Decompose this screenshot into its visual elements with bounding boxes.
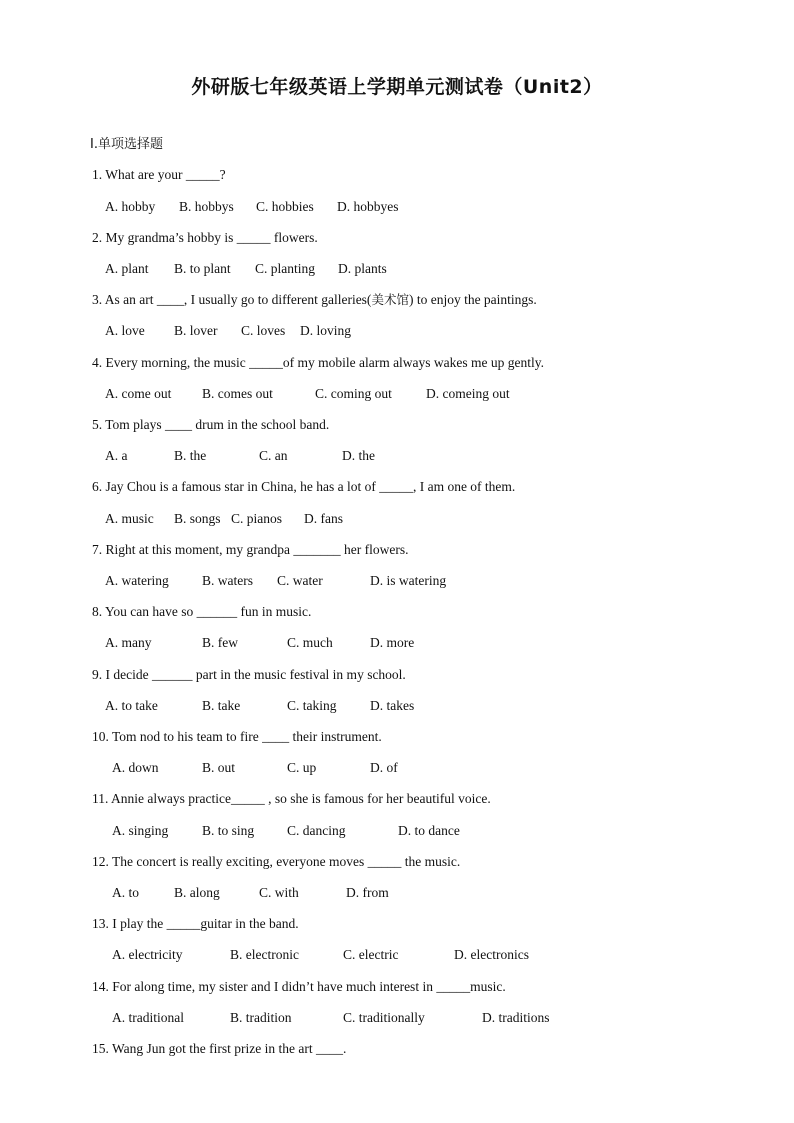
question-15: 15. Wang Jun got the first prize in the art ____. — [92, 1041, 347, 1056]
option-a: A. hobby — [105, 199, 156, 214]
option-d: D. the — [342, 448, 375, 463]
question-9: 9. I decide ______ part in the music festival in my school. — [92, 667, 406, 682]
question-11: 11. Annie always practice_____ , so she is famous for her beautiful voice. — [92, 791, 491, 806]
option-b: B. waters — [202, 573, 253, 588]
question-6: 6. Jay Chou is a famous star in China, he has a lot of _____, I am one of them. — [92, 479, 516, 494]
option-c: C. an — [259, 448, 288, 463]
question-13: 13. I play the _____guitar in the band. — [92, 916, 299, 931]
option-c: C. traditionally — [343, 1010, 425, 1025]
option-d: D. from — [346, 885, 389, 900]
option-b: B. to sing — [202, 823, 255, 838]
option-a: A. music — [105, 511, 154, 526]
option-b: B. lover — [174, 323, 218, 338]
option-c: C. pianos — [231, 511, 283, 526]
question-4: 4. Every morning, the music _____of my mobile alarm always wakes me up gently. — [92, 355, 545, 370]
option-b: B. few — [202, 635, 238, 650]
option-a: A. to — [112, 885, 139, 900]
question-2: 2. My grandma’s hobby is _____ flowers. — [92, 230, 318, 245]
option-b: B. along — [174, 885, 220, 900]
option-a: A. a — [105, 448, 128, 463]
option-a: A. electricity — [112, 947, 183, 962]
option-d: D. is watering — [370, 573, 447, 588]
question-1: 1. What are your _____? — [92, 167, 226, 182]
option-a: A. watering — [105, 573, 169, 588]
option-b: B. to plant — [174, 261, 231, 276]
option-d: D. hobbyes — [337, 199, 399, 214]
question-3-text-after: ) to enjoy the paintings. — [408, 292, 537, 307]
option-b: B. comes out — [202, 386, 273, 401]
section-heading: I.单项选择题 — [90, 137, 163, 152]
option-a: A. love — [105, 323, 145, 338]
option-d: D. takes — [370, 698, 415, 713]
option-c: C. planting — [255, 261, 315, 276]
option-d: D. fans — [304, 511, 343, 526]
option-c: C. loves — [241, 323, 286, 338]
option-c: C. water — [277, 573, 323, 588]
option-a: A. to take — [105, 698, 158, 713]
option-c: C. much — [287, 635, 333, 650]
question-8: 8. You can have so ______ fun in music. — [92, 604, 312, 619]
option-c: C. with — [259, 885, 299, 900]
option-a: A. traditional — [112, 1010, 184, 1025]
option-b: B. out — [202, 760, 236, 775]
option-c: C. electric — [343, 947, 399, 962]
page-title: 外研版七年级英语上学期单元测试卷（Unit2） — [191, 76, 603, 98]
option-d: D. traditions — [482, 1010, 550, 1025]
option-d: D. of — [370, 760, 398, 775]
question-5: 5. Tom plays ____ drum in the school band. — [92, 417, 330, 432]
option-c: C. up — [287, 760, 317, 775]
question-10: 10. Tom nod to his team to fire ____ their instrument. — [92, 729, 382, 744]
option-d: D. plants — [338, 261, 387, 276]
option-a: A. plant — [105, 261, 149, 276]
option-c: C. hobbies — [256, 199, 314, 214]
question-14: 14. For along time, my sister and I didn’t have much interest in _____music. — [92, 979, 506, 994]
option-c: C. taking — [287, 698, 337, 713]
option-b: B. electronic — [230, 947, 299, 962]
option-d: D. loving — [300, 323, 352, 338]
question-3 — [92, 291, 537, 309]
option-c: C. dancing — [287, 823, 346, 838]
option-b: B. the — [174, 448, 207, 463]
question-12: 12. The concert is really exciting, everyone moves _____ the music. — [92, 854, 461, 869]
option-c: C. coming out — [315, 386, 392, 401]
option-a: A. many — [105, 635, 152, 650]
option-b: B. songs — [174, 511, 221, 526]
option-b: B. tradition — [230, 1010, 292, 1025]
question-3-text-before: 3. As an art ____, I usually go to different galleries( — [92, 292, 372, 307]
option-a: A. come out — [105, 386, 172, 401]
option-d: D. to dance — [398, 823, 460, 838]
option-d: D. more — [370, 635, 415, 650]
option-b: B. hobbys — [179, 199, 234, 214]
option-a: A. singing — [112, 823, 169, 838]
question-7: 7. Right at this moment, my grandpa _______ her flowers. — [92, 542, 409, 557]
option-b: B. take — [202, 698, 241, 713]
option-d: D. electronics — [454, 947, 529, 962]
option-a: A. down — [112, 760, 159, 775]
question-3-text-cjk: 美术馆 — [371, 292, 409, 307]
option-d: D. comeing out — [426, 386, 510, 401]
